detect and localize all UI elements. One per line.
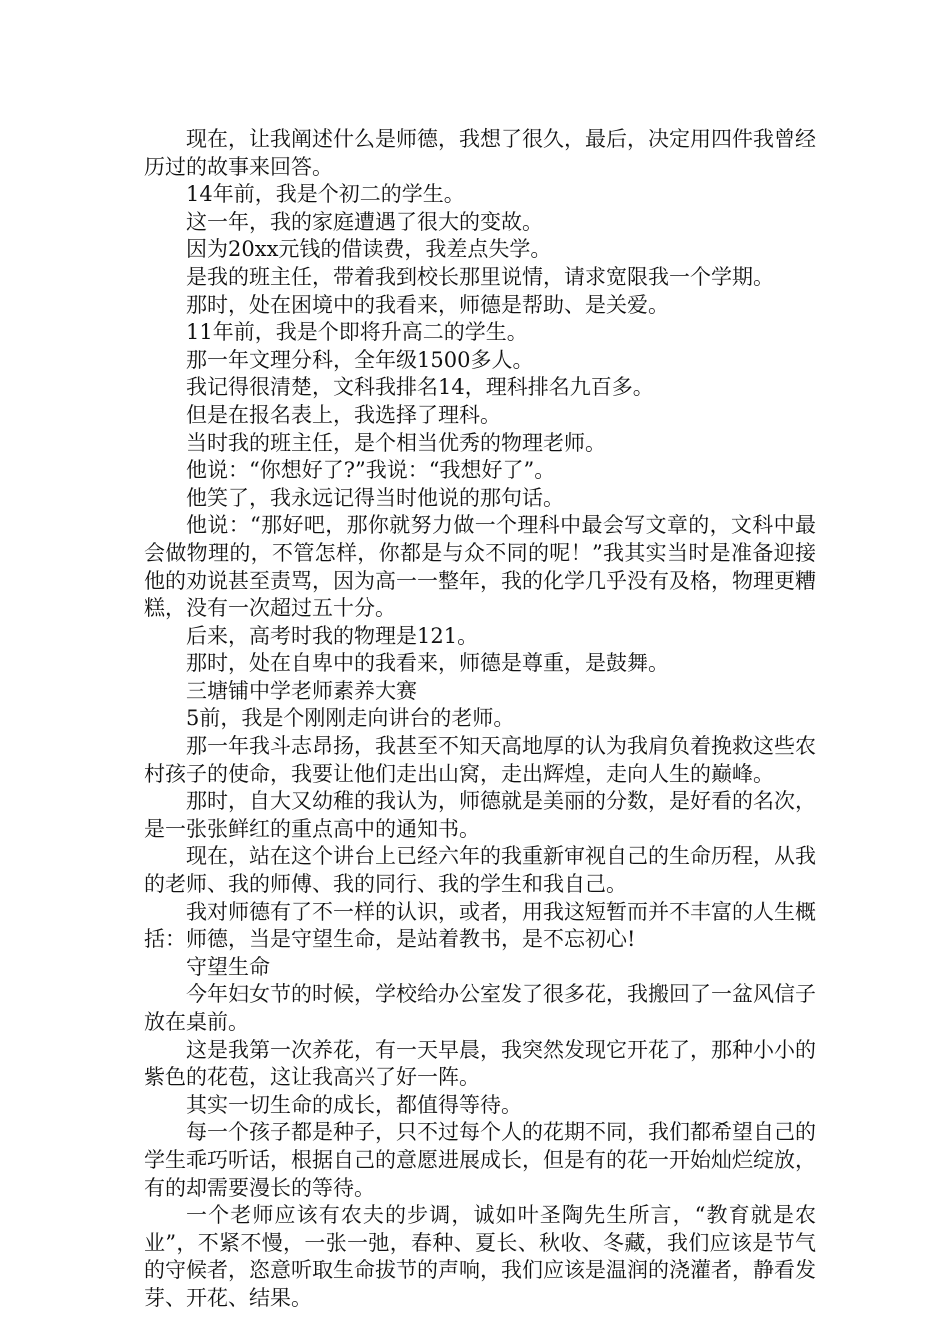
paragraph: 这一年，我的家庭遭遇了很大的变故。 (186, 209, 543, 234)
paragraph: 是我的班主任，带着我到校长那里说情，请求宽限我一个学期。 (186, 264, 774, 289)
paragraph: 5前，我是个刚刚走向讲台的老师。 (186, 706, 515, 731)
paragraph: 14年前，我是个初二的学生。 (186, 182, 465, 207)
paragraph: 那时，处在自卑中的我看来，师德是尊重，是鼓舞。 (186, 651, 669, 676)
paragraph: 但是在报名表上，我选择了理科。 (186, 402, 501, 427)
paragraph: 11年前，我是个即将升高二的学生。 (186, 320, 528, 345)
paragraph: 我记得很清楚，文科我排名14，理科排名九百多。 (186, 375, 654, 400)
paragraph: 他说：“那好吧，那你就努力做一个理科中最会写文章的，文科中最会做物理的，不管怎样，你都是与众不同的呢！”我其实当时是准备迎接他的劝说甚至责骂，因为高一一整年，我的化学几乎没有及格，物理更糟糕，没有一次超过五十分。 (144, 513, 816, 621)
paragraph: 今年妇女节的时候，学校给办公室发了很多花，我搬回了一盆风信子放在桌前。 (144, 982, 816, 1034)
paragraph: 其实一切生命的成长，都值得等待。 (186, 1092, 522, 1117)
paragraph: 那一年我斗志昂扬，我甚至不知天高地厚的认为我肩负着挽救这些农村孩子的使命，我要让他们走出山窝，走出辉煌，走向人生的巅峰。 (144, 734, 816, 786)
paragraph: 那时，处在困境中的我看来，师德是帮助、是关爱。 (186, 292, 669, 317)
paragraph: 他说：“你想好了?”我说：“我想好了”。 (186, 458, 556, 483)
document-body (144, 126, 816, 1313)
paragraph: 这是我第一次养花，有一天早晨，我突然发现它开花了，那种小小的紫色的花苞，这让我高兴了好一阵。 (144, 1037, 816, 1090)
paragraph: 那一年文理分科，全年级1500多人。 (186, 347, 534, 372)
paragraph: 那时，自大又幼稚的我认为，师德就是美丽的分数，是好看的名次，是一张张鲜红的重点高中的通知书。 (144, 789, 816, 841)
paragraph: 当时我的班主任，是个相当优秀的物理老师。 (186, 430, 606, 455)
section-heading: 三塘铺中学老师素养大赛 (186, 678, 417, 703)
paragraph: 后来，高考时我的物理是121。 (186, 623, 479, 648)
paragraph: 因为20xx元钱的借读费，我差点失学。 (186, 237, 552, 262)
paragraph: 我对师德有了不一样的认识，或者，用我这短暂而并不丰富的人生概括：师德，当是守望生命，是站着教书，是不忘初心! (144, 899, 816, 952)
paragraph: 现在，站在这个讲台上已经六年的我重新审视自己的生命历程，从我的老师、我的师傅、我的同行、我的学生和我自己。 (144, 844, 816, 897)
section-heading: 守望生命 (186, 954, 270, 979)
paragraph: 每一个孩子都是种子，只不过每个人的花期不同，我们都希望自己的学生乖巧听话，根据自己的意愿进展成长，但是有的花一开始灿烂绽放，有的却需要漫长的等待。 (144, 1120, 816, 1200)
paragraph: 他笑了，我永远记得当时他说的那句话。 (186, 485, 564, 510)
paragraph: 一个老师应该有农夫的步调，诚如叶圣陶先生所言，“教育就是农业”，不紧不慢，一张一弛，春种、夏长、秋收、冬藏，我们应该是节气的守候者，恣意听取生命拔节的声响，我们应该是温润的浇灌者，静看发芽、开花、结果。 (144, 1203, 816, 1310)
paragraph: 现在，让我阐述什么是师德，我想了很久，最后，决定用四件我曾经历过的故事来回答。 (144, 127, 816, 179)
